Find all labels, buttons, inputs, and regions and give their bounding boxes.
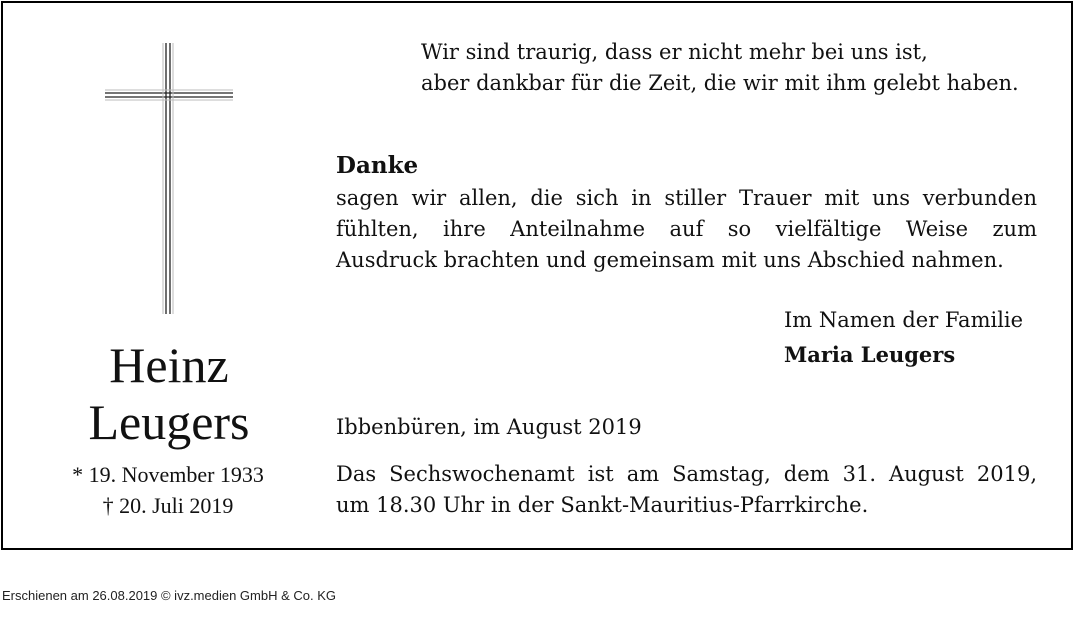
deceased-last-name: Leugers [88, 394, 250, 450]
obituary-frame [1, 1, 1073, 550]
cross-icon [103, 41, 235, 316]
death-date: † 20. Juli 2019 [102, 493, 234, 518]
service-line: Das Sechswochenamt ist am Samstag, dem 31. August 2019, [336, 462, 1037, 486]
signature-label: Im Namen der Familie [784, 308, 1024, 332]
signature-name: Maria Leugers [784, 342, 956, 367]
deceased-first-name: Heinz [109, 337, 229, 393]
motto-quote [421, 37, 1051, 99]
motto-line: Wir sind traurig, dass er nicht mehr bei uns ist, [421, 40, 928, 64]
thanks-heading: Danke [336, 152, 419, 179]
thanks-paragraph [336, 183, 1037, 276]
thanks-line: Ausdruck brachten und gemeinsam mit uns Abschied nahmen. [336, 248, 1004, 272]
motto-line: aber dankbar für die Zeit, die wir mit ihm gelebt haben. [421, 71, 1019, 95]
place-date: Ibbenbüren, im August 2019 [336, 415, 642, 439]
publication-credit: Erschienen am 26.08.2019 © ivz.medien GmbH & Co. KG [2, 588, 337, 603]
birth-date: * 19. November 1933 [72, 462, 264, 487]
service-announcement [336, 459, 1037, 521]
thanks-line: sagen wir allen, die sich in stiller Trauer mit uns verbunden [336, 186, 1037, 210]
service-line: um 18.30 Uhr in der Sankt-Mauritius-Pfarrkirche. [336, 493, 869, 517]
thanks-line: fühlten, ihre Anteilnahme auf so vielfältige Weise zum [336, 217, 1037, 241]
